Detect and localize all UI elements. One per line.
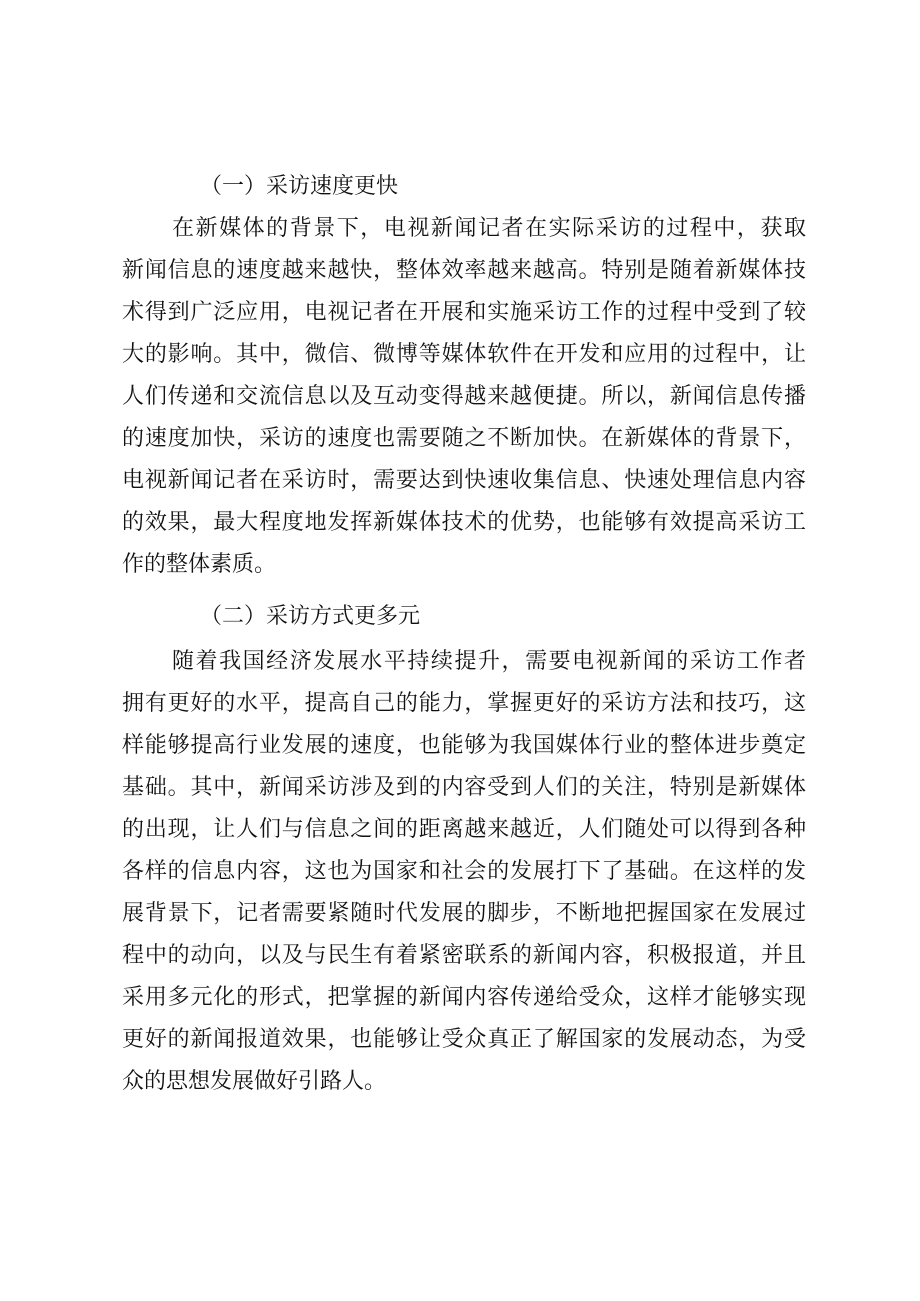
paragraph-line: 作的整体素质。 [122,552,277,577]
paragraph-line: 电视新闻记者在采访时，需要达到快速收集信息、快速处理信息内容 [122,468,806,493]
paragraph-line: 更好的新闻报道效果，也能够让受众真正了解国家的发展动态，为受 [122,1027,806,1052]
paragraph-line: 大的影响。其中，微信、微博等媒体软件在开发和应用的过程中，让 [122,342,806,367]
paragraph-line: 随着我国经济发展水平持续提升，需要电视新闻的采访工作者 [172,649,806,674]
paragraph-line: 众的思想发展做好引路人。 [122,1069,387,1094]
paragraph-line: 程中的动向，以及与民生有着紧密联系的新闻内容，积极报道，并且 [122,943,806,968]
paragraph-line: 基础。其中，新闻采访涉及到的内容受到人们的关注，特别是新媒体 [122,775,806,800]
paragraph-line: 新闻信息的速度越来越快，整体效率越来越高。特别是随着新媒体技 [122,258,806,283]
paragraph-line: 术得到广泛应用，电视记者在开展和实施采访工作的过程中受到了较 [122,300,806,325]
section-heading-2: （二）采访方式更多元 [200,604,421,629]
paragraph-line: 拥有更好的水平，提高自己的能力，掌握更好的采访方法和技巧，这 [122,691,806,716]
paragraph-line: 采用多元化的形式，把掌握的新闻内容传递给受众，这样才能够实现 [122,985,806,1010]
paragraph-line: 的效果，最大程度地发挥新媒体技术的优势，也能够有效提高采访工 [122,510,806,535]
paragraph-line: 各样的信息内容，这也为国家和社会的发展打下了基础。在这样的发 [122,859,806,884]
paragraph-line: 样能够提高行业发展的速度，也能够为我国媒体行业的整体进步奠定 [122,733,806,758]
paragraph-line: 展背景下，记者需要紧随时代发展的脚步，不断地把握国家在发展过 [122,901,806,926]
paragraph-line: 的速度加快，采访的速度也需要随之不断加快。在新媒体的背景下， [122,426,806,451]
section-heading-1: （一）采访速度更快 [200,174,399,199]
paragraph-line: 人们传递和交流信息以及互动变得越来越便捷。所以，新闻信息传播 [122,384,806,409]
paragraph-line: 在新媒体的背景下，电视新闻记者在实际采访的过程中，获取 [172,216,806,241]
paragraph-line: 的出现，让人们与信息之间的距离越来越近，人们随处可以得到各种 [122,817,806,842]
